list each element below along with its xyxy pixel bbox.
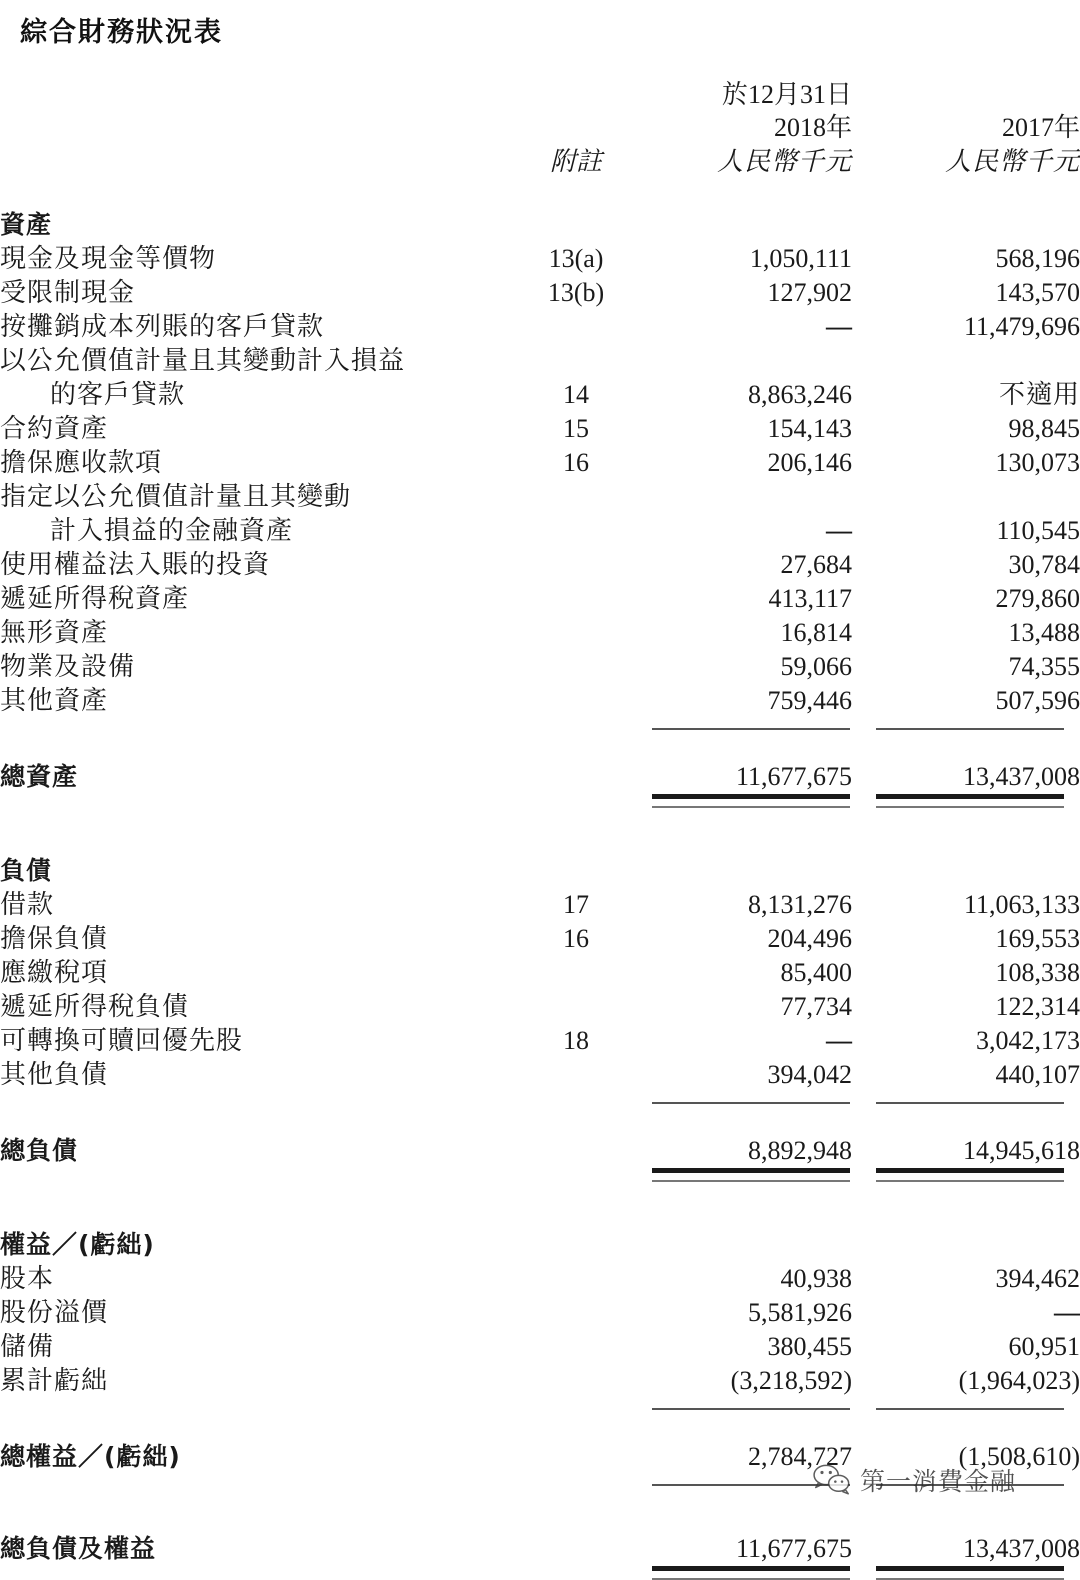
row-value-2017: 108,338	[995, 957, 1080, 987]
subtotal-rule-equity	[0, 1398, 1080, 1410]
row-note: 13(a)	[548, 243, 604, 273]
row-value-2018: 8,863,246	[748, 379, 852, 409]
row-label: 借款	[0, 889, 55, 919]
header-units-gap	[852, 145, 876, 178]
table-row	[0, 650, 1080, 684]
row-value-2017: 507,596	[995, 685, 1080, 715]
row-label: 股本	[0, 1263, 55, 1293]
total-row-liabilities	[0, 1134, 1080, 1168]
row-label: 無形資產	[0, 617, 109, 647]
row-value-2017	[876, 344, 1080, 378]
grand-total-rule	[0, 1566, 1080, 1580]
rule-2017	[876, 1092, 1080, 1104]
total-value-2018: 11,677,675	[735, 761, 852, 791]
grand-total-value-2017: 13,437,008	[963, 1533, 1080, 1563]
row-label: 遞延所得稅負債	[0, 991, 190, 1021]
row-label: 按攤銷成本列賬的客戶貸款	[0, 311, 325, 341]
row-label: 現金及現金等價物	[0, 243, 217, 273]
row-value-2017: 143,570	[995, 277, 1080, 307]
row-value-2017: 568,196	[995, 243, 1080, 273]
row-value-2017: 30,784	[1008, 549, 1080, 579]
row-note: 17	[563, 889, 589, 919]
table-row	[0, 446, 1080, 480]
table-row	[0, 990, 1080, 1024]
row-value-2018: 16,814	[780, 617, 852, 647]
row-value-2018: 154,143	[767, 413, 852, 443]
row-label: 擔保負債	[0, 923, 109, 953]
row-value-2018: 1,050,111	[749, 243, 852, 273]
rule-2017	[876, 794, 1080, 808]
header-years-spacer-label	[0, 111, 500, 144]
row-value-2017: 130,073	[995, 447, 1080, 477]
total-value-2018: 2,784,727	[748, 1441, 852, 1471]
row-label: 受限制現金	[0, 277, 136, 307]
row-label: 計入損益的金融資產	[50, 515, 294, 545]
row-value-2017: 3,042,173	[976, 1025, 1080, 1055]
equity-section	[0, 1228, 1080, 1532]
assets-liabilities-gap	[0, 808, 1080, 854]
grand-total-label: 總負債及權益	[0, 1533, 157, 1563]
table-row	[0, 616, 1080, 650]
page-title: 綜合財務狀況表	[20, 17, 223, 48]
row-note: 15	[563, 413, 589, 443]
table-row	[0, 956, 1080, 990]
row-label: 股份溢價	[0, 1297, 109, 1327]
header-spacer-y2	[876, 78, 1080, 111]
header-row-units	[0, 145, 1080, 178]
row-label: 其他負債	[0, 1059, 109, 1089]
section-heading-equity: 權益／(虧絀)	[0, 1229, 155, 1259]
rule-2018	[652, 1474, 852, 1486]
rule-2018	[652, 1398, 852, 1410]
row-value-2018: 206,146	[767, 447, 852, 477]
row-value-2018: 127,902	[767, 277, 852, 307]
row-value-2017: 11,063,133	[963, 889, 1080, 919]
row-label: 的客戶貸款	[50, 379, 186, 409]
rule-2018	[652, 718, 852, 730]
statement-of-financial-position-table	[0, 78, 1080, 1580]
row-value-2018: (3,218,592)	[730, 1365, 852, 1395]
rule-2017	[876, 1474, 1080, 1486]
row-value-2018: 85,400	[780, 957, 852, 987]
assets-section	[0, 208, 1080, 854]
header-years-gap	[852, 111, 876, 144]
row-note	[500, 582, 652, 616]
row-note	[500, 1296, 652, 1330]
row-value-2017: 13,488	[1008, 617, 1080, 647]
total-row-equity	[0, 1440, 1080, 1474]
rule-2018	[652, 794, 852, 808]
row-label: 擔保應收款項	[0, 447, 163, 477]
equity-grandtotal-gap	[0, 1486, 1080, 1532]
header-spacer-gap	[852, 78, 876, 111]
row-value-2018	[652, 344, 852, 378]
row-label: 使用權益法入賬的投資	[0, 549, 271, 579]
row-label: 累計虧絀	[0, 1365, 109, 1395]
header-years-spacer-note	[500, 111, 652, 144]
liabilities-section	[0, 854, 1080, 1228]
total-label: 總資產	[0, 761, 79, 791]
row-note	[500, 548, 652, 582]
row-note	[500, 1330, 652, 1364]
row-value-2018: 27,684	[780, 549, 852, 579]
section-heading-liabilities: 負債	[0, 855, 53, 885]
header-row-years	[0, 111, 1080, 144]
row-note	[500, 344, 652, 378]
liabilities-equity-gap	[0, 1182, 1080, 1228]
row-value-2018: 394,042	[767, 1059, 852, 1089]
table-row	[0, 276, 1080, 310]
rule-2018	[652, 1566, 852, 1580]
row-note	[500, 616, 652, 650]
row-note	[500, 684, 652, 718]
assets-total-spacer	[0, 730, 1080, 760]
total-value-2017: 13,437,008	[963, 761, 1080, 791]
row-label: 物業及設備	[0, 651, 136, 681]
row-value-2017: 74,355	[1008, 651, 1080, 681]
subtotal-rule-assets	[0, 718, 1080, 730]
table-row	[0, 1296, 1080, 1330]
header-year-2018: 2018年	[773, 113, 852, 143]
header-note-label: 附註	[549, 146, 602, 176]
row-note	[500, 650, 652, 684]
row-value-2017: 169,553	[995, 923, 1080, 953]
liabilities-total-spacer	[0, 1104, 1080, 1134]
row-note	[500, 514, 652, 548]
header-units-spacer-label	[0, 145, 500, 178]
row-note	[500, 310, 652, 344]
header-date-line: 於12月31日	[721, 80, 852, 109]
total-value-2017: (1,508,610)	[958, 1441, 1080, 1471]
row-note	[500, 480, 652, 514]
row-value-2017: 394,462	[995, 1263, 1080, 1293]
row-note: 13(b)	[547, 277, 605, 307]
row-label: 指定以公允價值計量且其變動	[0, 481, 352, 511]
equity-total-spacer	[0, 1410, 1080, 1440]
row-label: 其他資產	[0, 685, 109, 715]
total-value-2017: 14,945,618	[963, 1135, 1080, 1165]
table-row	[0, 344, 1080, 378]
total-rule-liabilities	[0, 1168, 1080, 1182]
row-value-2017: 不適用	[998, 379, 1080, 409]
row-value-2018: 59,066	[780, 651, 852, 681]
table-row	[0, 1364, 1080, 1398]
total-value-2018: 8,892,948	[748, 1135, 852, 1165]
header-year-2017: 2017年	[1001, 113, 1080, 143]
grand-total-section	[0, 1532, 1080, 1580]
row-note: 16	[563, 447, 589, 477]
header-spacer-label	[0, 78, 500, 111]
section-heading-row	[0, 1228, 1080, 1262]
table-row	[0, 1262, 1080, 1296]
row-value-2017: (1,964,023)	[958, 1365, 1080, 1395]
row-value-2018: 759,446	[767, 685, 852, 715]
table-row	[0, 378, 1080, 412]
table-row	[0, 1024, 1080, 1058]
row-note	[500, 956, 652, 990]
row-note	[500, 1058, 652, 1092]
rule-2017	[876, 1566, 1080, 1580]
row-note: 14	[563, 379, 589, 409]
watermark-text: 第一消費金融	[860, 1467, 1017, 1496]
row-value-2017	[876, 480, 1080, 514]
row-value-2017: —	[1054, 1297, 1080, 1327]
section-heading-row	[0, 208, 1080, 242]
rule-2018	[652, 1092, 852, 1104]
table-row	[0, 548, 1080, 582]
table-row	[0, 310, 1080, 344]
row-value-2018: 77,734	[780, 991, 852, 1021]
row-label: 合約資產	[0, 413, 109, 443]
table-row	[0, 242, 1080, 276]
row-value-2017: 98,845	[1008, 413, 1080, 443]
total-rule-assets	[0, 794, 1080, 808]
header-bottom-spacer	[0, 178, 1080, 208]
row-label: 遞延所得稅資產	[0, 583, 190, 613]
table-header	[0, 78, 1080, 208]
header-unit-2018: 人民幣千元	[716, 146, 852, 176]
total-row-liabilities-and-equity	[0, 1532, 1080, 1566]
row-value-2017: 11,479,696	[963, 311, 1080, 341]
table-row	[0, 1058, 1080, 1092]
section-heading-assets: 資產	[0, 209, 53, 239]
row-value-2017: 110,545	[996, 515, 1080, 545]
header-unit-2017: 人民幣千元	[944, 146, 1080, 176]
row-label: 以公允價值計量且其變動計入損益	[0, 345, 406, 375]
total-rule-equity	[0, 1474, 1080, 1486]
rule-2017	[876, 1398, 1080, 1410]
total-label: 總權益／(虧絀)	[0, 1441, 181, 1471]
row-label: 應繳稅項	[0, 957, 109, 987]
row-value-2017: 279,860	[995, 583, 1080, 613]
table-row	[0, 412, 1080, 446]
row-note	[500, 1262, 652, 1296]
row-value-2018: 5,581,926	[748, 1297, 852, 1327]
total-row-assets	[0, 760, 1080, 794]
header-spacer-note	[500, 78, 652, 111]
row-value-2018: 40,938	[780, 1263, 852, 1293]
row-value-2018: 204,496	[767, 923, 852, 953]
rule-2017	[876, 718, 1080, 730]
header-row-date	[0, 78, 1080, 111]
row-note	[500, 990, 652, 1024]
table-row	[0, 582, 1080, 616]
row-value-2018: 413,117	[768, 583, 852, 613]
total-label: 總負債	[0, 1135, 79, 1165]
row-label: 儲備	[0, 1331, 55, 1361]
row-value-2018: —	[826, 1025, 852, 1055]
table-row	[0, 922, 1080, 956]
row-label: 可轉換可贖回優先股	[0, 1025, 244, 1055]
row-note	[500, 1364, 652, 1398]
table-row	[0, 480, 1080, 514]
section-heading-row	[0, 854, 1080, 888]
rule-2017	[876, 1168, 1080, 1182]
row-value-2018	[652, 480, 852, 514]
row-note: 18	[563, 1025, 589, 1055]
row-value-2018: 8,131,276	[748, 889, 852, 919]
row-value-2017: 440,107	[995, 1059, 1080, 1089]
grand-total-value-2018: 11,677,675	[735, 1533, 852, 1563]
row-note: 16	[563, 923, 589, 953]
row-value-2018: —	[826, 311, 852, 341]
table-row	[0, 888, 1080, 922]
table-row	[0, 1330, 1080, 1364]
rule-2018	[652, 1168, 852, 1182]
row-value-2018: 380,455	[767, 1331, 852, 1361]
row-value-2018: —	[826, 515, 852, 545]
table-row	[0, 514, 1080, 548]
subtotal-rule-liabilities	[0, 1092, 1080, 1104]
row-value-2017: 122,314	[995, 991, 1080, 1021]
table-row	[0, 684, 1080, 718]
row-value-2017: 60,951	[1008, 1331, 1080, 1361]
